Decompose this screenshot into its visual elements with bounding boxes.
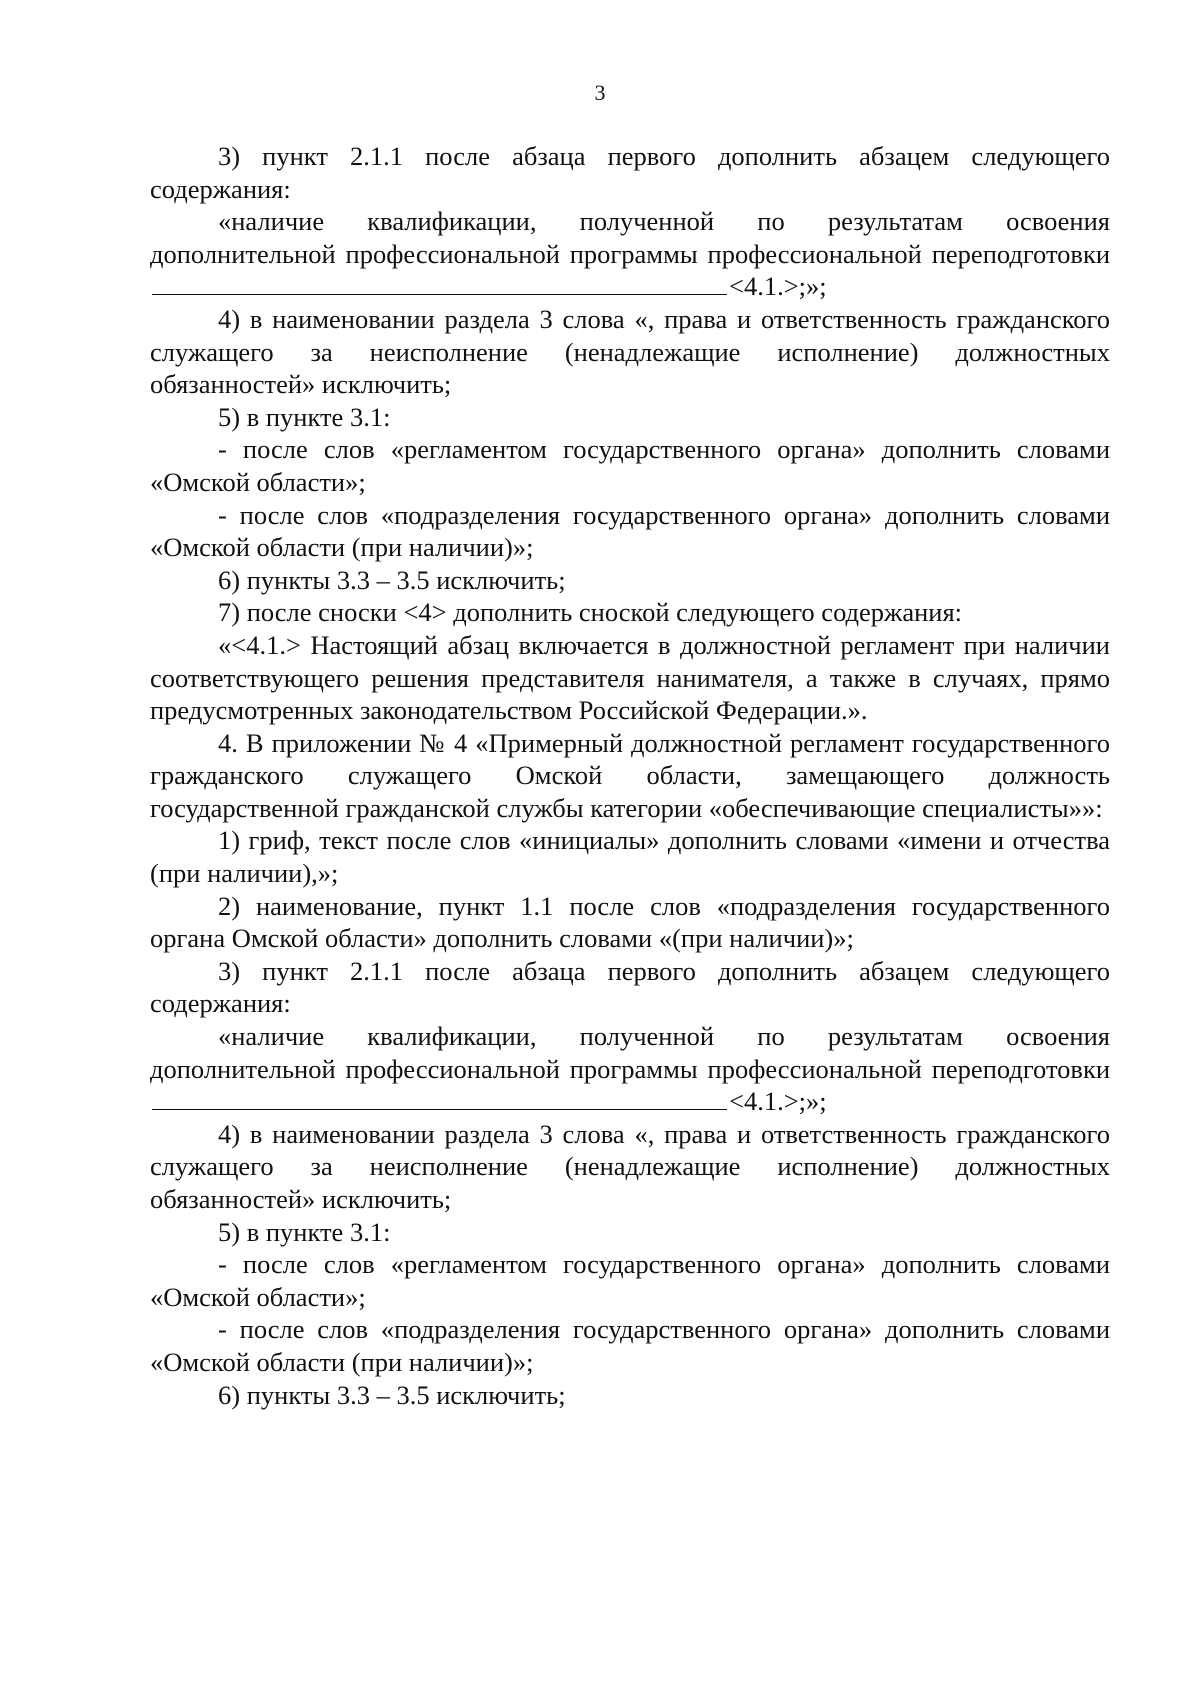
paragraph: 6) пункты 3.3 – 3.5 исключить; xyxy=(218,564,566,595)
blank-line xyxy=(152,1085,727,1110)
paragraph: 4) в наименовании раздела 3 слова «, права и ответственность гражданского служащего за неисполнение (ненадлежащие исполнение) должностных обязанностей» исключить; xyxy=(150,303,1110,400)
blank-line xyxy=(152,270,727,295)
paragraph-with-blank: «наличие квалификации, полученной по результатам освоения дополнительной профессиональной программы профессиональной переподготовки <4.1.>;»; xyxy=(150,206,1110,302)
paragraph: - после слов «подразделения государственного органа» дополнить словами «Омской области (при наличии)»; xyxy=(150,1314,1110,1377)
paragraph-with-blank: «наличие квалификации, полученной по результатам освоения дополнительной профессиональной программы профессиональной переподготовки <4.1.>;»; xyxy=(150,1021,1110,1117)
page-number: 3 xyxy=(594,80,606,105)
paragraph: 6) пункты 3.3 – 3.5 исключить; xyxy=(218,1379,566,1410)
paragraph: 7) после сноски <4> дополнить сноской следующего содержания: xyxy=(218,597,963,628)
paragraph: 3) пункт 2.1.1 после абзаца первого дополнить абзацем следующего содержания: xyxy=(150,141,1110,204)
paragraph: 5) в пункте 3.1: xyxy=(218,401,391,432)
paragraph: - после слов «регламентом государственного органа» дополнить словами «Омской области»; xyxy=(150,1249,1110,1312)
paragraph: 2) наименование, пункт 1.1 после слов «подразделения государственного органа Омской области» дополнить словами «(при наличии)»; xyxy=(150,890,1110,954)
paragraph: 5) в пункте 3.1: xyxy=(218,1216,391,1247)
paragraph: 4) в наименовании раздела 3 слова «, права и ответственность гражданского служащего за неисполнение (ненадлежащие исполнение) должностных обязанностей» исключить; xyxy=(150,1118,1110,1214)
paragraph: 4. В приложении № 4 «Примерный должностной регламент государственного гражданского служащего Омской области, замещающего должность государственной гражданской службы категории «обеспечивающие специалисты»»: xyxy=(150,727,1110,823)
paragraph: 3) пункт 2.1.1 после абзаца первого дополнить абзацем следующего содержания: xyxy=(150,955,1110,1019)
document-body xyxy=(150,140,1110,1411)
paragraph: «<4.1.> Настоящий абзац включается в должностной регламент при наличии соответствующего решения представителя нанимателя, а также в случаях, прямо предусмотренных законодательством Российской Федерации.». xyxy=(150,629,1110,726)
paragraph: - после слов «подразделения государственного органа» дополнить словами «Омской области (при наличии)»; xyxy=(150,499,1110,563)
paragraph: 1) гриф, текст после слов «инициалы» дополнить словами «имени и отчества (при наличии),»; xyxy=(150,825,1110,889)
paragraph: - после слов «регламентом государственного органа» дополнить словами «Омской области»; xyxy=(150,434,1110,497)
